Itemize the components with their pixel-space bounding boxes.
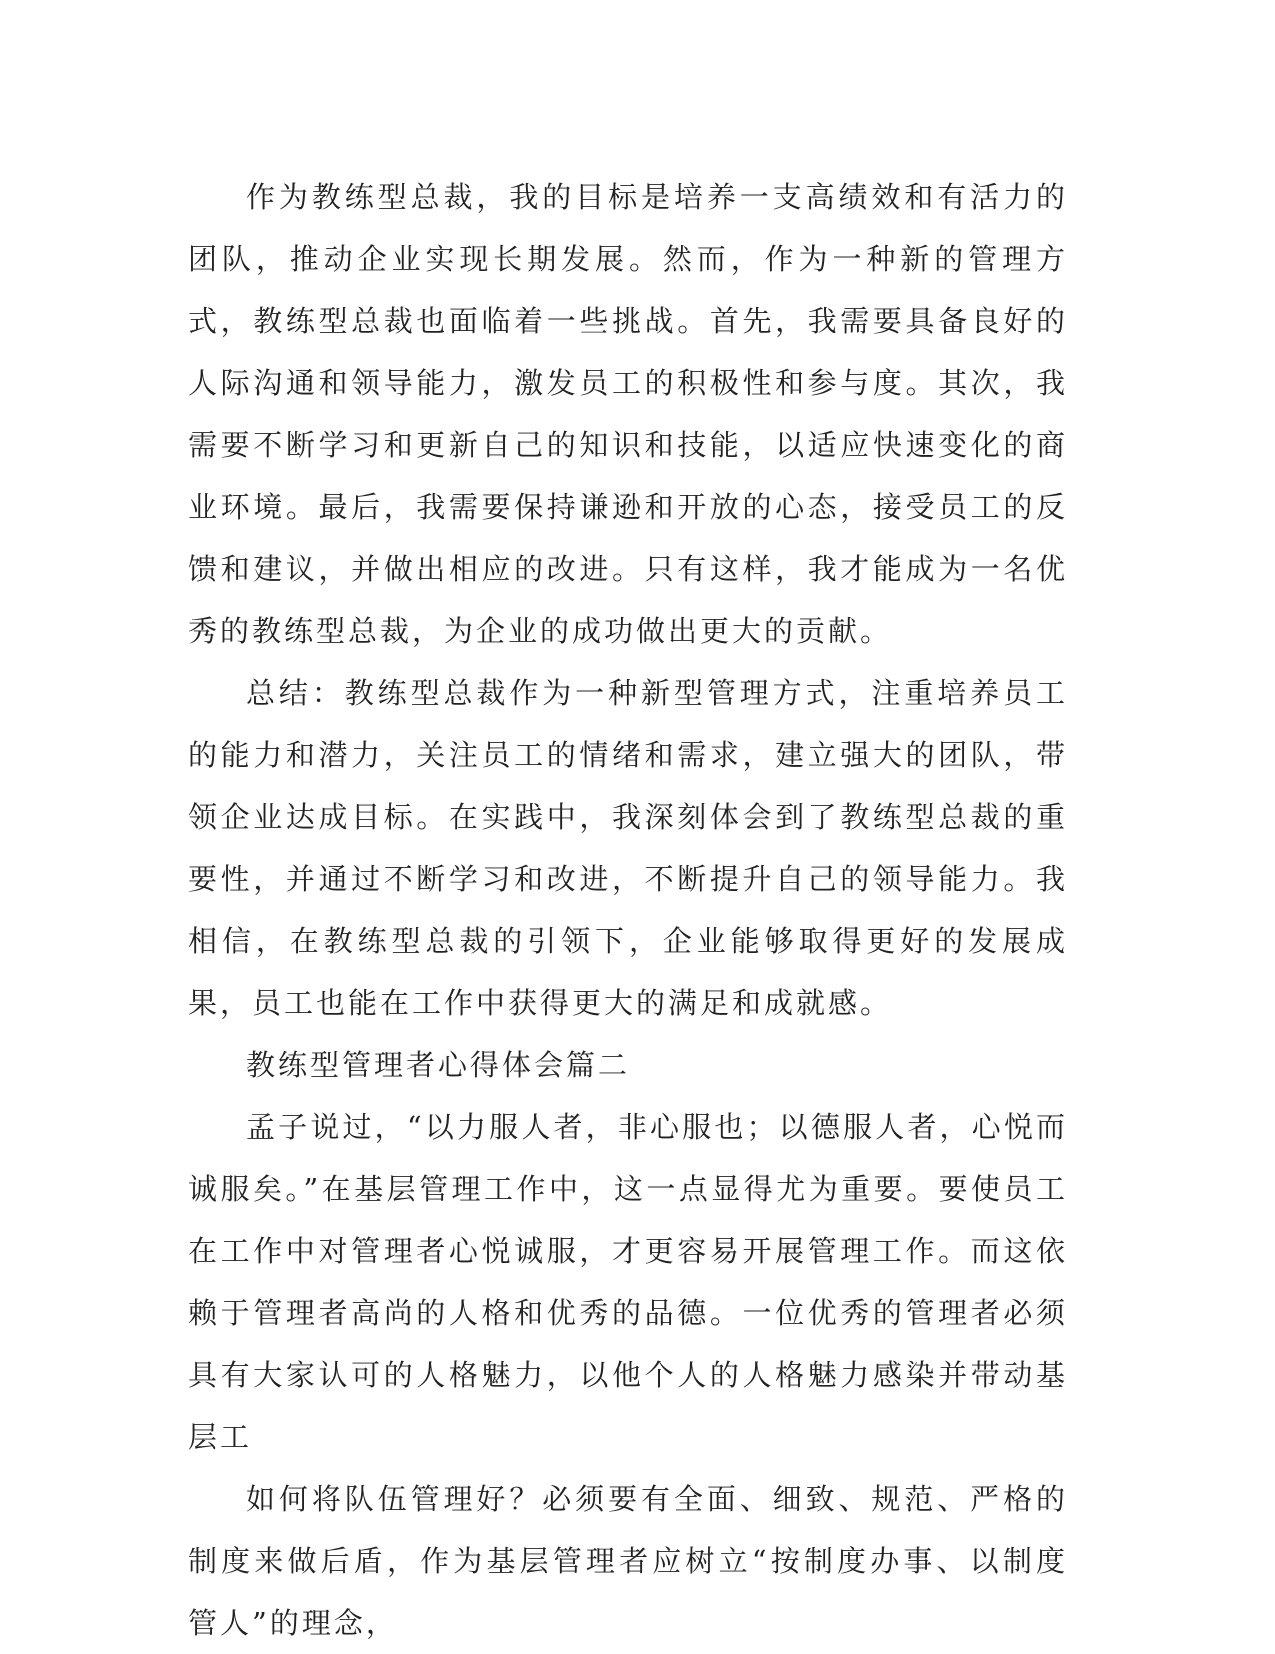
paragraph-summary: 总结：教练型总裁作为一种新型管理方式，注重培养员工的能力和潜力，关注员工的情绪和需求，建立强大的团队，带领企业达成目标。在实践中，我深刻体会到了教练型总裁的重要性，并通过不断学习和改进，不断提升自己的领导能力。我相信，在教练型总裁的引领下，企业能够取得更好的发展成果，员工也能在工作中获得更大的满足和成就感。 [188, 676, 1068, 1020]
paragraph-mencius-quote: 孟子说过，“以力服人者，非心服也；以德服人者，心悦而诚服矣。”在基层管理工作中，这一点显得尤为重要。要使员工在工作中对管理者心悦诚服，才更容易开展管理工作。而这依赖于管理者高尚的人格和优秀的品德。一位优秀的管理者必须具有大家认可的人格魅力，以他个人的人格魅力感染并带动基层工 [188, 1110, 1068, 1454]
paragraph-team-management: 如何将队伍管理好？必须要有全面、细致、规范、严格的制度来做后盾，作为基层管理者应树立“按制度办事、以制度管人”的理念， [188, 1482, 1068, 1640]
section-heading: 教练型管理者心得体会篇二 [246, 1048, 631, 1082]
paragraph-coach-ceo-goals: 作为教练型总裁，我的目标是培养一支高绩效和有活力的团队，推动企业实现长期发展。然而，作为一种新的管理方式，教练型总裁也面临着一些挑战。首先，我需要具备良好的人际沟通和领导能力，激发员工的积极性和参与度。其次，我需要不断学习和更新自己的知识和技能，以适应快速变化的商业环境。最后，我需要保持谦逊和开放的心态，接受员工的反馈和建议，并做出相应的改进。只有这样，我才能成为一名优秀的教练型总裁，为企业的成功做出更大的贡献。 [188, 180, 1068, 648]
document-body [188, 166, 1068, 1654]
